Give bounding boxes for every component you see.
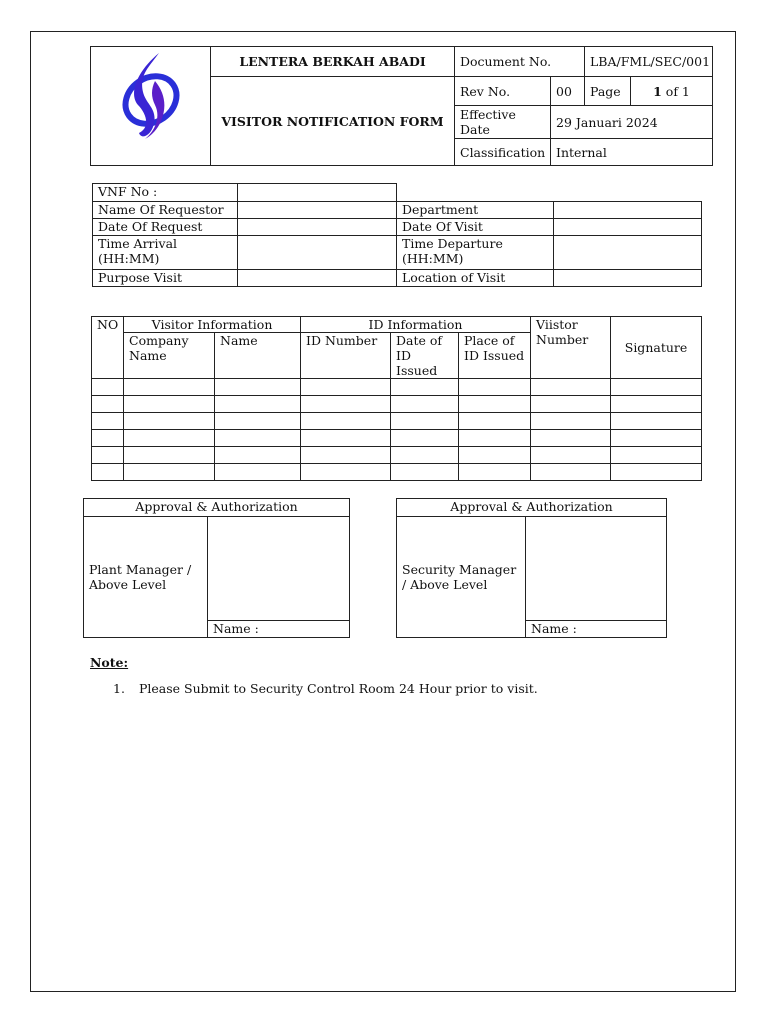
department-value[interactable] — [554, 202, 702, 219]
vnf-label: VNF No : — [93, 184, 238, 202]
logo-box — [90, 46, 211, 166]
rev-value: 00 — [551, 77, 585, 106]
effective-value: 29 Januari 2024 — [551, 106, 713, 139]
table-cell[interactable] — [301, 464, 391, 481]
doc-no-value: LBA/FML/SEC/001 — [585, 47, 713, 77]
table-cell[interactable] — [531, 379, 611, 396]
approval-right-signature[interactable] — [526, 517, 667, 621]
classification-value: Internal — [551, 139, 713, 166]
table-cell[interactable] — [611, 464, 702, 481]
table-cell[interactable] — [301, 447, 391, 464]
table-cell[interactable] — [124, 413, 215, 430]
date-request-label: Date Of Request — [93, 219, 238, 236]
table-cell[interactable] — [391, 447, 459, 464]
purpose-label: Purpose Visit — [93, 270, 238, 287]
visitor-table — [91, 316, 702, 481]
table-cell[interactable] — [611, 430, 702, 447]
table-row — [92, 396, 702, 413]
table-cell[interactable] — [301, 413, 391, 430]
approval-left — [83, 498, 350, 638]
col-company-name: Company Name — [124, 333, 215, 379]
table-cell[interactable] — [611, 396, 702, 413]
rev-label: Rev No. — [455, 77, 551, 106]
approval-left-name[interactable]: Name : — [208, 621, 350, 638]
approval-left-title: Approval & Authorization — [84, 499, 350, 517]
table-row — [92, 413, 702, 430]
page-total: of 1 — [661, 83, 690, 99]
department-label: Department — [397, 202, 554, 219]
time-arrival-label: Time Arrival (HH:MM) — [93, 236, 238, 270]
table-row — [92, 379, 702, 396]
time-departure-value[interactable] — [554, 236, 702, 270]
page-value — [631, 77, 713, 106]
time-departure-label: Time Departure (HH:MM) — [397, 236, 554, 270]
col-no: NO — [92, 317, 124, 379]
table-cell[interactable] — [92, 413, 124, 430]
col-place-issued: Place of ID Issued — [459, 333, 531, 379]
table-cell[interactable] — [301, 379, 391, 396]
table-cell[interactable] — [92, 430, 124, 447]
table-cell[interactable] — [301, 396, 391, 413]
date-visit-label: Date Of Visit — [397, 219, 554, 236]
location-label: Location of Visit — [397, 270, 554, 287]
table-cell[interactable] — [391, 464, 459, 481]
page-label: Page — [585, 77, 631, 106]
visitor-rows — [92, 379, 702, 481]
vnf-value[interactable] — [238, 184, 397, 202]
requestor-value[interactable] — [238, 202, 397, 219]
col-visitor-number: Viistor Number — [531, 317, 611, 379]
table-cell[interactable] — [215, 447, 301, 464]
location-value[interactable] — [554, 270, 702, 287]
approval-left-signature[interactable] — [208, 517, 350, 621]
company-name: LENTERA BERKAH ABADI — [211, 47, 455, 77]
requestor-label: Name Of Requestor — [93, 202, 238, 219]
col-name: Name — [215, 333, 301, 379]
col-id-number: ID Number — [301, 333, 391, 379]
table-cell[interactable] — [459, 413, 531, 430]
classification-label: Classification — [455, 139, 551, 166]
table-cell[interactable] — [215, 464, 301, 481]
date-request-value[interactable] — [238, 219, 397, 236]
effective-label: Effective Date — [455, 106, 551, 139]
table-cell[interactable] — [215, 379, 301, 396]
table-cell[interactable] — [92, 447, 124, 464]
note-item-number: 1. — [113, 681, 125, 696]
table-cell[interactable] — [391, 396, 459, 413]
col-id-info: ID Information — [301, 317, 531, 333]
table-cell[interactable] — [124, 464, 215, 481]
col-date-issued: Date of ID Issued — [391, 333, 459, 379]
table-cell[interactable] — [391, 413, 459, 430]
table-cell[interactable] — [124, 447, 215, 464]
page-number: 1 — [653, 83, 662, 99]
approval-right-name[interactable]: Name : — [526, 621, 667, 638]
table-cell[interactable] — [124, 430, 215, 447]
note-title: Note: — [90, 655, 129, 670]
table-cell[interactable] — [611, 379, 702, 396]
table-cell[interactable] — [459, 447, 531, 464]
table-cell[interactable] — [531, 396, 611, 413]
table-cell[interactable] — [301, 430, 391, 447]
table-row — [92, 464, 702, 481]
table-cell[interactable] — [124, 396, 215, 413]
table-cell[interactable] — [391, 430, 459, 447]
table-cell[interactable] — [215, 413, 301, 430]
table-cell[interactable] — [459, 430, 531, 447]
table-cell[interactable] — [531, 464, 611, 481]
table-cell[interactable] — [459, 396, 531, 413]
approval-right-role: Security Manager / Above Level — [397, 517, 526, 638]
table-row — [92, 430, 702, 447]
note-item-text: Please Submit to Security Control Room 24 Hour prior to visit. — [138, 681, 538, 696]
col-signature: Signature — [611, 317, 702, 379]
table-cell[interactable] — [531, 413, 611, 430]
form-title: VISITOR NOTIFICATION FORM — [211, 77, 455, 166]
table-cell[interactable] — [531, 430, 611, 447]
table-cell[interactable] — [124, 379, 215, 396]
table-cell[interactable] — [215, 396, 301, 413]
flame-logo-icon — [91, 47, 212, 165]
time-arrival-value[interactable] — [238, 236, 397, 270]
date-visit-value[interactable] — [554, 219, 702, 236]
table-cell[interactable] — [459, 379, 531, 396]
request-table — [92, 183, 702, 287]
table-cell[interactable] — [391, 379, 459, 396]
table-cell[interactable] — [611, 413, 702, 430]
table-cell[interactable] — [92, 379, 124, 396]
table-cell[interactable] — [611, 447, 702, 464]
table-cell[interactable] — [531, 447, 611, 464]
purpose-value[interactable] — [238, 270, 397, 287]
table-cell[interactable] — [92, 396, 124, 413]
header-table — [210, 46, 713, 166]
col-visitor-info: Visitor Information — [124, 317, 301, 333]
note-item — [113, 681, 713, 696]
doc-no-label: Document No. — [455, 47, 585, 77]
table-cell[interactable] — [215, 430, 301, 447]
approval-right-title: Approval & Authorization — [397, 499, 667, 517]
blank-area — [397, 184, 702, 202]
table-cell[interactable] — [459, 464, 531, 481]
table-row — [92, 447, 702, 464]
table-cell[interactable] — [92, 464, 124, 481]
approval-left-role: Plant Manager / Above Level — [84, 517, 208, 638]
approval-right — [396, 498, 667, 638]
